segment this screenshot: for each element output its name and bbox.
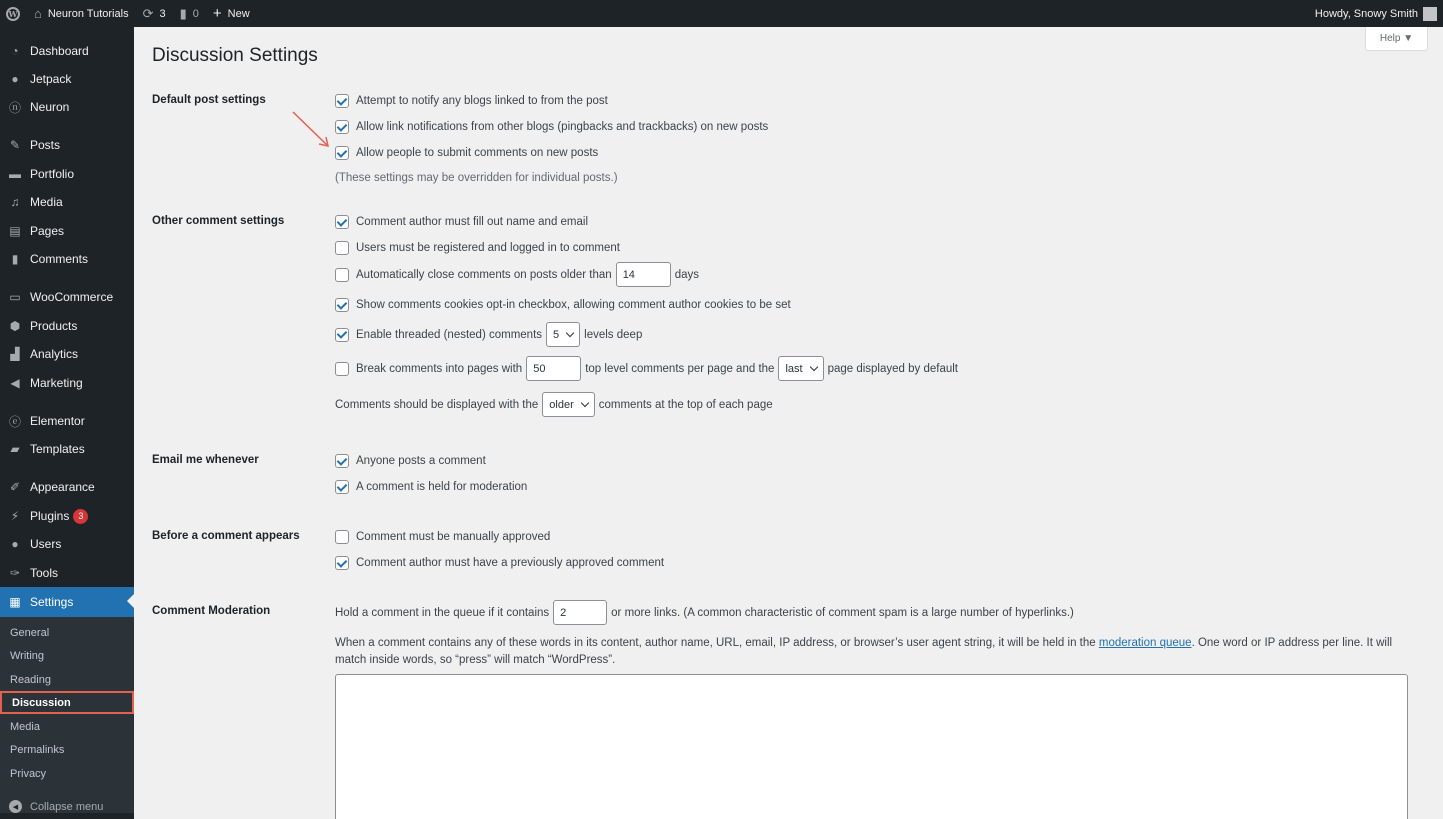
- allow-comments-checkbox[interactable]: [335, 146, 349, 160]
- option-label: Enable threaded (nested) comments: [356, 328, 543, 341]
- plug-icon: ⚡: [10, 509, 20, 523]
- submenu-media[interactable]: Media: [10, 720, 40, 733]
- held-moderation-option: [335, 480, 527, 494]
- site-name-link[interactable]: [27, 0, 136, 27]
- box-icon: ⬢: [9, 319, 21, 333]
- sidebar-item-label: Plugins: [30, 509, 70, 523]
- folder-open-icon: ▰: [10, 442, 20, 456]
- admin-bar: [0, 0, 1443, 27]
- comments-link[interactable]: [173, 0, 206, 27]
- page-title: Discussion Settings: [152, 45, 318, 66]
- submenu-general[interactable]: General: [10, 626, 50, 639]
- allow-comments-option: [335, 146, 598, 160]
- sidebar-item-tools[interactable]: [0, 559, 134, 587]
- levels-deep-label: levels deep: [584, 328, 643, 341]
- comment-icon: ▮: [11, 252, 19, 266]
- bar-chart-icon: ▟: [10, 347, 20, 361]
- description-text: When a comment contains any of these words in its content, author name, URL, email, IP address, or browser’s user agent string, it will be held in the: [335, 637, 1099, 649]
- main-content: [134, 27, 1443, 819]
- help-tab-button[interactable]: Help ▼: [1365, 27, 1428, 51]
- email-me-label: Email me whenever: [152, 454, 259, 466]
- option-label: Allow people to submit comments on new posts: [356, 147, 599, 159]
- moderation-queue-link[interactable]: moderation queue: [1098, 637, 1192, 649]
- at-top-label: comments at the top of each page: [598, 398, 773, 411]
- sidebar-item-jetpack[interactable]: [0, 65, 134, 93]
- option-label: Attempt to notify any blogs linked to from the post: [356, 95, 608, 107]
- sidebar-item-woocommerce[interactable]: [0, 283, 134, 311]
- option-label: Break comments into pages with: [356, 362, 523, 375]
- comments-count: 0: [192, 7, 199, 20]
- option-label: Comment author must fill out name and email: [356, 216, 589, 228]
- pages-icon: ▤: [9, 224, 21, 238]
- sidebar-item-marketing[interactable]: [0, 369, 134, 397]
- submenu-permalinks[interactable]: Permalinks: [10, 743, 65, 756]
- sidebar-item-elementor[interactable]: [0, 407, 134, 435]
- sidebar-item-label: Neuron: [30, 100, 70, 114]
- option-label: Comment author must have a previously approved comment: [356, 557, 665, 569]
- comment-moderation-label: Comment Moderation: [152, 605, 271, 617]
- sidebar-item-appearance[interactable]: [0, 473, 134, 501]
- sidebar-item-users[interactable]: [0, 530, 134, 558]
- held-moderation-checkbox[interactable]: [335, 480, 349, 494]
- cookies-checkbox[interactable]: [335, 298, 349, 312]
- elementor-icon: ⓔ: [8, 414, 21, 429]
- threaded-checkbox[interactable]: [335, 328, 349, 342]
- collapse-menu-button[interactable]: [0, 794, 134, 819]
- hold-suffix-label: or more links. (A common characteristic of comment spam is a large number of hyperlinks.): [611, 606, 1074, 619]
- folder-icon: ▬: [9, 167, 21, 181]
- option-label: Users must be registered and logged in to comment: [356, 242, 620, 254]
- settings-submenu: [0, 617, 134, 813]
- option-label: Comments should be displayed with the: [335, 398, 539, 411]
- sidebar-item-label: Jetpack: [30, 72, 72, 86]
- sidebar-item-label: Users: [30, 537, 62, 551]
- notify-blogs-option: [335, 94, 608, 108]
- cookies-option: [335, 298, 791, 312]
- sidebar-item-pages[interactable]: [0, 217, 134, 245]
- dashboard-icon: ◔: [11, 44, 19, 58]
- media-icon: ♫: [10, 195, 20, 209]
- hold-links-option: [335, 600, 1074, 625]
- annotation-arrow: [290, 109, 332, 149]
- author-fill-checkbox[interactable]: [335, 215, 349, 229]
- override-note: (These settings may be overridden for individual posts.): [335, 172, 618, 184]
- chevron-down-icon: [566, 329, 574, 337]
- moderation-keys-textarea[interactable]: [335, 674, 1408, 819]
- updates-count: 3: [159, 7, 166, 20]
- submenu-reading[interactable]: Reading: [10, 673, 51, 686]
- sidebar-item-label: Posts: [30, 138, 61, 152]
- jetpack-icon: ●: [11, 72, 19, 86]
- sidebar-item-label: Comments: [30, 252, 89, 266]
- home-icon: ⌂: [34, 6, 42, 21]
- sidebar-item-label: Appearance: [30, 480, 95, 494]
- neuron-icon: ⓝ: [8, 100, 21, 115]
- description-text: . One word or IP address per line. It will match inside words, so “press” will match “WordPress”.: [335, 637, 1393, 666]
- break-pages-checkbox[interactable]: [335, 362, 349, 376]
- comment-order-select[interactable]: [542, 392, 594, 417]
- option-label: Show comments cookies opt-in checkbox, allowing comment author cookies to be set: [356, 299, 791, 311]
- sidebar-item-label: Settings: [30, 595, 74, 609]
- sidebar-item-plugins[interactable]: [0, 502, 134, 530]
- auto-close-checkbox[interactable]: [335, 268, 349, 282]
- option-label: Hold a comment in the queue if it contains: [335, 606, 550, 619]
- sidebar-item-templates[interactable]: [0, 435, 134, 463]
- sidebar-item-comments[interactable]: [0, 245, 134, 273]
- option-label: Automatically close comments on posts older than: [356, 268, 612, 281]
- sidebar-item-analytics[interactable]: [0, 340, 134, 368]
- top-level-label: top level comments per page and the: [585, 362, 775, 375]
- moderation-description: [335, 635, 1410, 669]
- select-value: older: [549, 398, 574, 411]
- sidebar-item-label: Analytics: [30, 347, 79, 361]
- anyone-posts-option: [335, 454, 486, 468]
- avatar: [1423, 7, 1437, 21]
- page-displayed-label: page displayed by default: [827, 362, 958, 375]
- chevron-down-icon: [809, 363, 817, 371]
- sidebar-item-label: Marketing: [30, 376, 83, 390]
- author-fill-option: [335, 215, 588, 229]
- pingbacks-checkbox[interactable]: [335, 120, 349, 134]
- option-label: Allow link notifications from other blogs (pingbacks and trackbacks) on new posts: [356, 121, 769, 133]
- collapse-arrow-icon: ◀: [9, 800, 22, 813]
- other-comment-settings-label: Other comment settings: [152, 215, 285, 227]
- howdy-greeting: Howdy, Snowy Smith: [1314, 7, 1418, 20]
- my-account[interactable]: [1315, 7, 1443, 21]
- new-label: New: [227, 7, 250, 20]
- sidebar-item-settings[interactable]: [0, 587, 134, 617]
- submenu-writing[interactable]: Writing: [10, 649, 45, 662]
- threaded-option: [335, 322, 642, 347]
- sidebar-item-neuron[interactable]: [0, 93, 134, 121]
- previously-approved-checkbox[interactable]: [335, 556, 349, 570]
- auto-close-option: [335, 262, 699, 287]
- manual-approve-checkbox[interactable]: [335, 530, 349, 544]
- plugins-update-badge: 3: [73, 509, 88, 524]
- sidebar-item-label: Templates: [30, 442, 85, 456]
- days-label: days: [674, 268, 699, 281]
- wrench-icon: ✑: [9, 566, 21, 580]
- refresh-icon: ⟳: [142, 5, 154, 21]
- select-value: last: [785, 362, 803, 375]
- settings-icon: ▦: [9, 595, 21, 609]
- submenu-discussion[interactable]: Discussion: [0, 691, 134, 714]
- registered-option: [335, 241, 620, 255]
- break-pages-option: [335, 356, 958, 381]
- close-days-input[interactable]: 14: [616, 262, 671, 287]
- plus-icon: +: [212, 5, 222, 22]
- sidebar-item-posts[interactable]: [0, 131, 134, 159]
- wordpress-logo-icon: W: [6, 7, 20, 21]
- sidebar-item-label: Tools: [30, 566, 59, 580]
- anyone-posts-checkbox[interactable]: [335, 454, 349, 468]
- megaphone-icon: ◀: [10, 376, 20, 390]
- comment-bubble-icon: ▮: [179, 5, 187, 21]
- sidebar-item-products[interactable]: [0, 312, 134, 340]
- sidebar-item-label: WooCommerce: [30, 290, 114, 304]
- default-post-settings-label: Default post settings: [152, 94, 266, 106]
- previously-approved-option: [335, 556, 664, 570]
- pingbacks-option: [335, 120, 768, 134]
- updates-link[interactable]: [136, 0, 173, 27]
- woocommerce-icon: ▭: [9, 290, 21, 304]
- option-label: Comment must be manually approved: [356, 531, 551, 543]
- registered-checkbox[interactable]: [335, 241, 349, 255]
- sidebar-item-label: Dashboard: [30, 44, 89, 58]
- thread-depth-select[interactable]: [546, 322, 580, 347]
- sidebar-item-label: Products: [30, 319, 78, 333]
- option-label: A comment is held for moderation: [356, 481, 528, 493]
- admin-sidebar: [0, 27, 134, 819]
- max-links-input[interactable]: 2: [553, 600, 607, 625]
- notify-blogs-checkbox[interactable]: [335, 94, 349, 108]
- comment-order-option: [335, 392, 773, 417]
- wordpress-logo-button[interactable]: [0, 0, 27, 27]
- new-content-link[interactable]: [206, 0, 257, 27]
- option-label: Anyone posts a comment: [356, 455, 486, 467]
- sidebar-item-portfolio[interactable]: [0, 160, 134, 188]
- default-page-select[interactable]: [778, 356, 823, 381]
- sidebar-item-label: Elementor: [30, 414, 85, 428]
- site-name: Neuron Tutorials: [47, 7, 129, 20]
- sidebar-item-label: Pages: [30, 224, 65, 238]
- manual-approve-option: [335, 530, 550, 544]
- sidebar-item-media[interactable]: [0, 188, 134, 216]
- sidebar-item-label: Portfolio: [30, 167, 75, 181]
- comments-per-page-input[interactable]: 50: [526, 356, 581, 381]
- pin-icon: ✎: [9, 138, 21, 152]
- sidebar-item-label: Media: [30, 195, 63, 209]
- sidebar-item-dashboard[interactable]: [0, 37, 134, 65]
- chevron-down-icon: [581, 399, 589, 407]
- user-icon: ●: [11, 537, 19, 551]
- brush-icon: ✐: [9, 480, 21, 494]
- before-appears-label: Before a comment appears: [152, 530, 300, 542]
- select-value: 5: [553, 328, 560, 341]
- collapse-menu-label: Collapse menu: [30, 800, 104, 813]
- submenu-privacy[interactable]: Privacy: [10, 767, 47, 780]
